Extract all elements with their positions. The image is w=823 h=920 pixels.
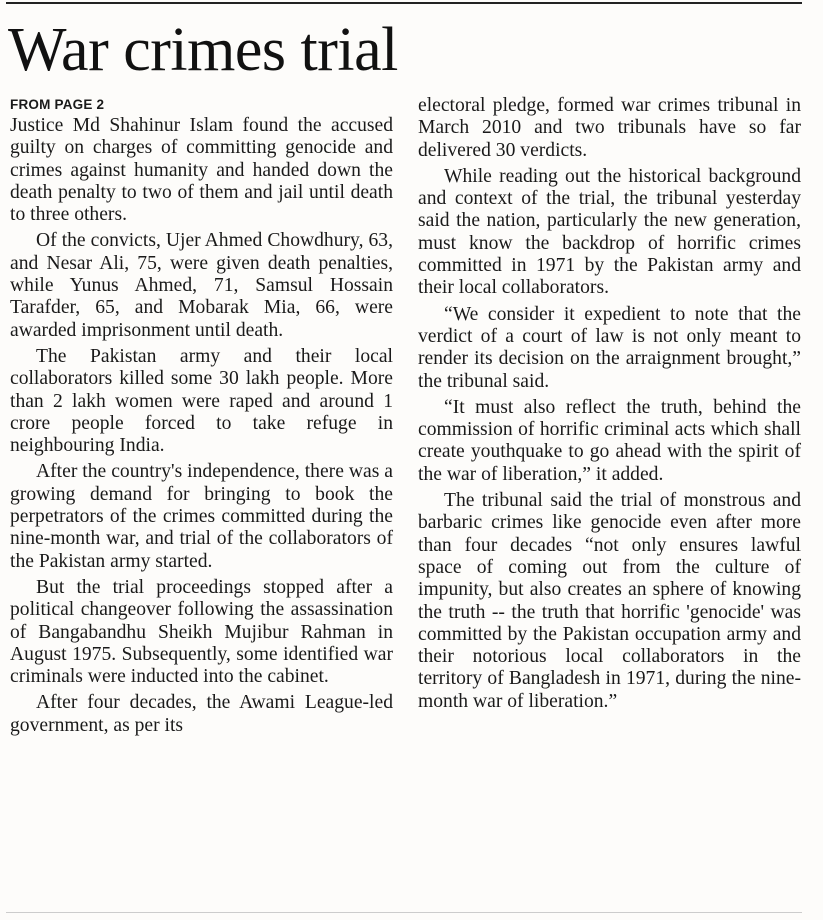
paragraph: The Pakistan army and their local collaborators killed some 30 lakh people. More than 2 lakh women were raped and around 1 crore people forced to take refuge in neighbouring India. [10,345,393,457]
paragraph: electoral pledge, formed war crimes tribunal in March 2010 and two tribunals have so far delivered 30 verdicts. [418,95,801,161]
paragraph: Of the convicts, Ujer Ahmed Chowdhury, 63, and Nesar Ali, 75, were given death penalties, while Yunus Ahmed, 71, Samsul Hossain Tarafder, 65, and Mobarak Mia, 66, were awarded imprisonment until death. [10,230,393,341]
bottom-rule [6,912,802,913]
right-column [418,95,801,713]
dateline: FROM PAGE 2 [10,97,105,112]
paragraph: But the trial proceedings stopped after a political changeover following the assassination of Bangabandhu Sheikh Mujibur Rahman in August 1975. Subsequently, some identified war criminals were inducted into the cabinet. [10,576,393,688]
paragraph: The tribunal said the trial of monstrous and barbaric crimes like genocide even after more than four decades “not only ensures lawful space of coming out from the culture of impunity, but also creates an sphere of knowing the truth -- the truth that horrific 'genocide' was committed by the Pakistan occupation army and their notorious local collaborators in the territory of Bangladesh in 1971, during the nine-month war of liberation.” [418,490,801,712]
paragraph: “It must also reflect the truth, behind the commission of horrific criminal acts which shall create youthquake to go ahead with the spirit of the war of liberation,” it added. [418,396,801,485]
top-rule [6,2,802,4]
paragraph: After four decades, the Awami League-led government, as per its [10,692,393,736]
paragraph: After the country's independence, there was a growing demand for bringing to book the perpetrators of the crimes committed during the nine-month war, and trial of the collaborators of the Pakistan army started. [10,461,393,572]
paragraph: “We consider it expedient to note that the verdict of a court of law is not only meant to render its decision on the arraignment brought,” the tribunal said. [418,303,801,392]
paragraph: Justice Md Shahinur Islam found the accused guilty on charges of committing genocide and crimes against humanity and handed down the death penalty to two of them and jail until death to three others. [10,115,393,226]
left-column [10,95,393,737]
paragraph: While reading out the historical background and context of the trial, the tribunal yesterday said the nation, particularly the new generation, must know the backdrop of horrific crimes committed in 1971 by the Pakistan army and their local collaborators. [418,165,801,299]
headline: War crimes trial [8,16,398,84]
